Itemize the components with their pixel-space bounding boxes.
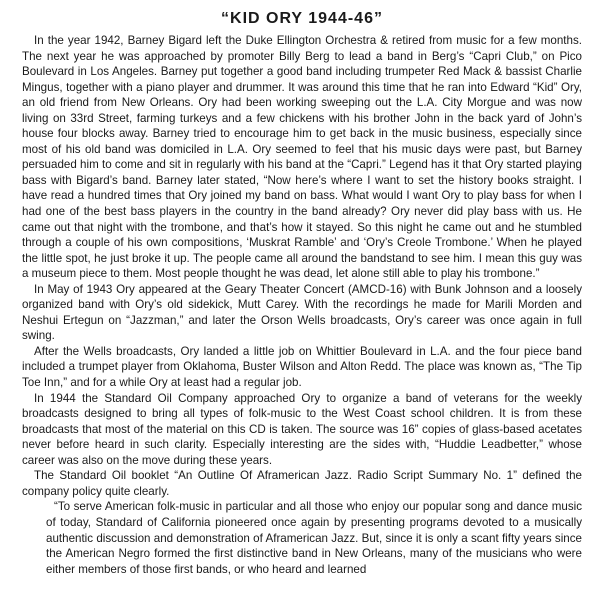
paragraph-booklet: The Standard Oil booklet “An Outline Of Aframerican Jazz. Radio Script Summary No. 1” defined the company policy quite clearly. — [22, 469, 582, 498]
paragraph-standard-oil: In 1944 the Standard Oil Company approached Ory to organize a band of veterans for the weekly broadcasts designed to bring all types of folk-music to the West Coast school children. It is from these broadcasts that most of the material on this CD is taken. The source was 16” copies of glass-based acetates never before heard in such clarity. Especially interesting are the sides with, “Huddie Leadbetter,” whose career was also on the move during these years. — [22, 391, 582, 467]
paragraph-bigard: In the year 1942, Barney Bigard left the Duke Ellington Orchestra & retired from music for a few months. The next year he was approached by promoter Billy Berg to lead a band in Berg’s “Capri Club,” on Pico Boulevard in Los Angeles. Barney put together a good band including trumpeter Red Mack & bassist Charlie Mingus, together with a piano player and drummer. It was around this time that he ran into Edward “Kid” Ory, an old friend from New Orleans. Ory had been working sweeping out the L.A. City Morgue and was now living on 33rd Street, farming turkeys and a few chickens with his brother John in the back yard of John’s house four blocks away. Barney tried to encourage him to get back in the music business, especially since most of his old band was domiciled in L.A. Ory seemed to feel that his music days were past, but Barney persuaded him to come and sit in regularly with his band at the “Capri.” Legend has it that Ory started playing bass with Bigard’s band. Barney later stated, “Now here’s where I want to set the history books straight. I have read a hundred times that Ory joined my band on bass. What would I want Ory to play bass for when I had one of the best bass players in the country in the band already? Ory never did play bass with us. He came out that night with the trombone, and that’s how it stayed. So this night he came out and he stumbled through a couple of his own compositions, ‘Muskrat Ramble’ and ‘Ory’s Creole Trombone.’ When he played the little spot, he just broke it up. The people came all around the bandstand to see him. I mean this guy was a museum piece to them. Most people thought he was dead, let alone still able to play his trombone.” — [22, 34, 582, 281]
booklet-quote: “To serve American folk-music in particular and all those who enjoy our popular song and dance music of today, Standard of California pioneered once again by presenting programs devoted to a musically authentic discussion and demonstration of Aframerican Jazz. But, since it is only a scant fifty years since the American Negro formed the first distinctive band in New Orleans, many of the musicians who were either members of those first bands, or who heard and learned — [46, 500, 582, 576]
document-body — [22, 33, 582, 577]
paragraph-geary-theater: In May of 1943 Ory appeared at the Geary Theater Concert (AMCD-16) with Bunk Johnson and a loosely organized band with Ory’s old sidekick, Mutt Carey. With the recordings he made for Marili Morden and Neshui Ertegun on “Jazzman,” and later the Orson Wells broadcasts, Ory’s career was once again in full swing. — [22, 282, 582, 343]
paragraph-wells-broadcasts: After the Wells broadcasts, Ory landed a little job on Whittier Boulevard in L.A. and the four piece band included a trumpet player from Oklahoma, Buster Wilson and Alton Redd. The place was known as, “The Tip Toe Inn,” and for a while Ory at least had a regular job. — [22, 344, 582, 390]
document-title: “KID ORY 1944-46” — [221, 10, 383, 27]
